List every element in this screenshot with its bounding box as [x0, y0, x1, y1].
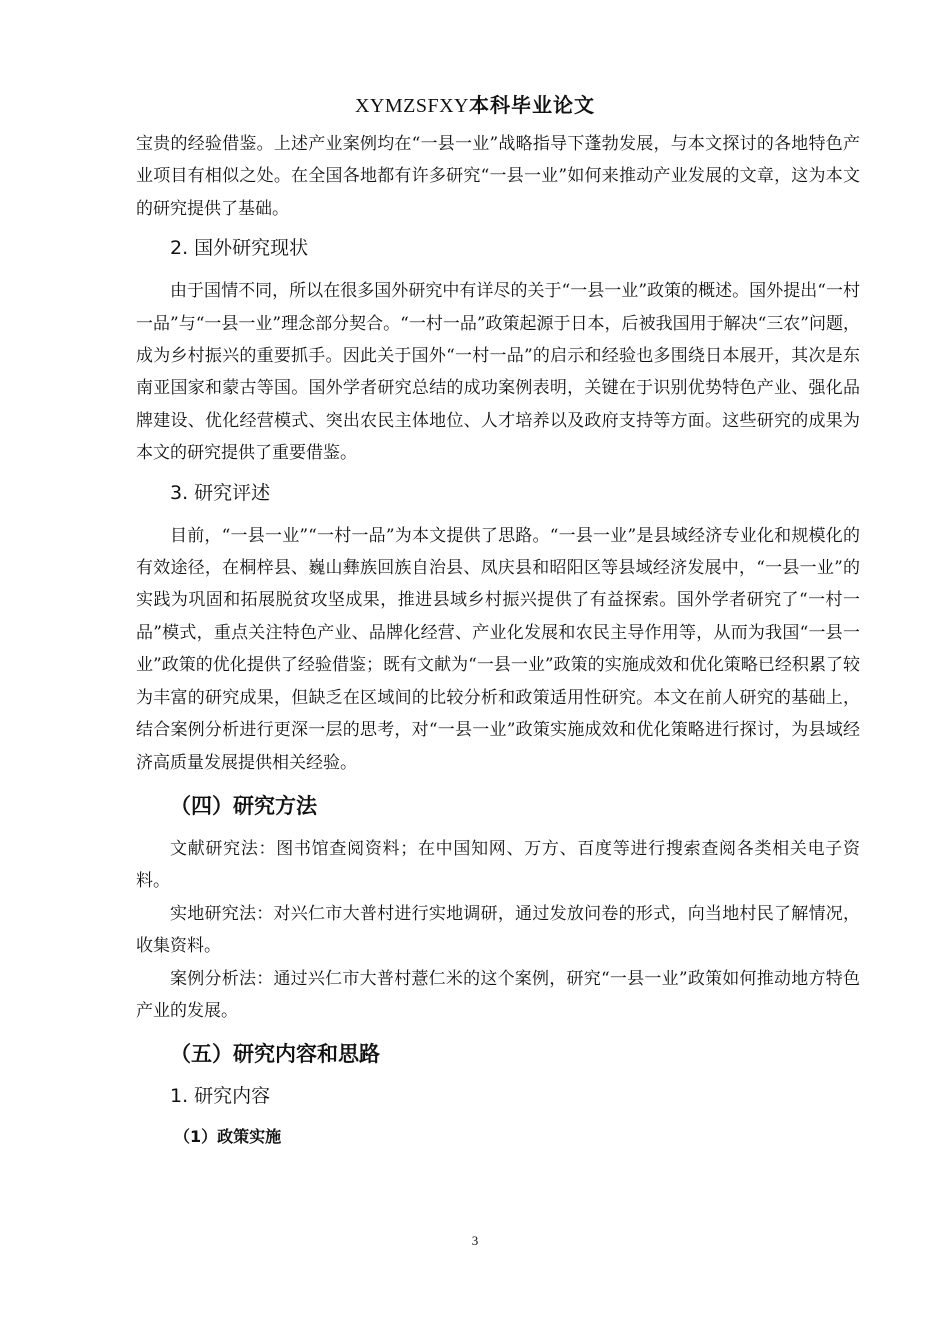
heading-policy-implementation: （1）政策实施: [174, 1127, 282, 1147]
paragraph-foreign-research: 由于国情不同，所以在很多国外研究中有详尽的关于“一县一业”政策的概述。国外提出“一村一品”与“一县一业”理念部分契合。“一村一品”政策起源于日本，后被我国用于解决“三农”问题，成为乡村振兴的重要抓手。因此关于国外“一村一品”的启示和经验也多围绕日本展开，其次是东南亚国家和蒙古等国。国外学者研究总结的成功案例表明，关键在于识别优势特色产业、强化品牌建设、优化经营模式、突出农民主体地位、人才培养以及政府支持等方面。这些研究的成果为本文的研究提供了重要借鉴。: [136, 281, 860, 464]
paragraph-method-fieldwork: 实地研究法：对兴仁市大普村进行实地调研，通过发放问卷的形式，向当地村民了解情况，收集资料。: [136, 903, 860, 957]
heading-research-review: 3. 研究评述: [170, 481, 271, 504]
paragraph-research-review: 目前，“一县一业”“一村一品”为本文提供了思路。“一县一业”是县域经济专业化和规模化的有效途径，在桐梓县、巍山彝族回族自治县、凤庆县和昭阳区等县域经济发展中，“一县一业”的实践为巩固和拓展脱贫攻坚成果，推进县域乡村振兴提供了有益探索。国外学者研究了“一村一品”模式，重点关注特色产业、品牌化经营、产业化发展和农民主导作用等，从而为我国“一县一业”政策的优化提供了经验借鉴；既有文献为“一县一业”政策的实施成效和优化策略已经积累了较为丰富的研究成果，但缺乏在区域间的比较分析和政策适用性研究。本文在前人研究的基础上，结合案例分析进行更深一层的思考，对“一县一业”政策实施成效和优化策略进行探讨，为县域经济高质量发展提供相关经验。: [136, 525, 860, 773]
running-header: [0, 90, 950, 121]
page-number: 3: [471, 1233, 479, 1248]
header-title: 本科毕业论文: [469, 93, 596, 117]
heading-foreign-research: 2. 国外研究现状: [170, 237, 309, 260]
paragraph-method-literature: 文献研究法：图书馆查阅资料；在中国知网、万方、百度等进行搜索查阅各类相关电子资料。: [136, 838, 860, 892]
heading-content-1: 1. 研究内容: [170, 1085, 271, 1108]
document-body: [136, 128, 860, 1151]
paragraph-continued: 宝贵的经验借鉴。上述产业案例均在“一县一业”战略指导下蓬勃发展，与本文探讨的各地特色产业项目有相似之处。在全国各地都有许多研究“一县一业”如何来推动产业发展的文章，这为本文的研究提供了基础。: [136, 134, 860, 219]
header-brand: XYMZSFXY: [354, 95, 470, 117]
heading-research-content: （五）研究内容和思路: [170, 1042, 380, 1067]
heading-research-methods: （四）研究方法: [170, 793, 317, 818]
paragraph-method-case: 案例分析法：通过兴仁市大普村薏仁米的这个案例，研究“一县一业”政策如何推动地方特色产业的发展。: [136, 968, 860, 1021]
